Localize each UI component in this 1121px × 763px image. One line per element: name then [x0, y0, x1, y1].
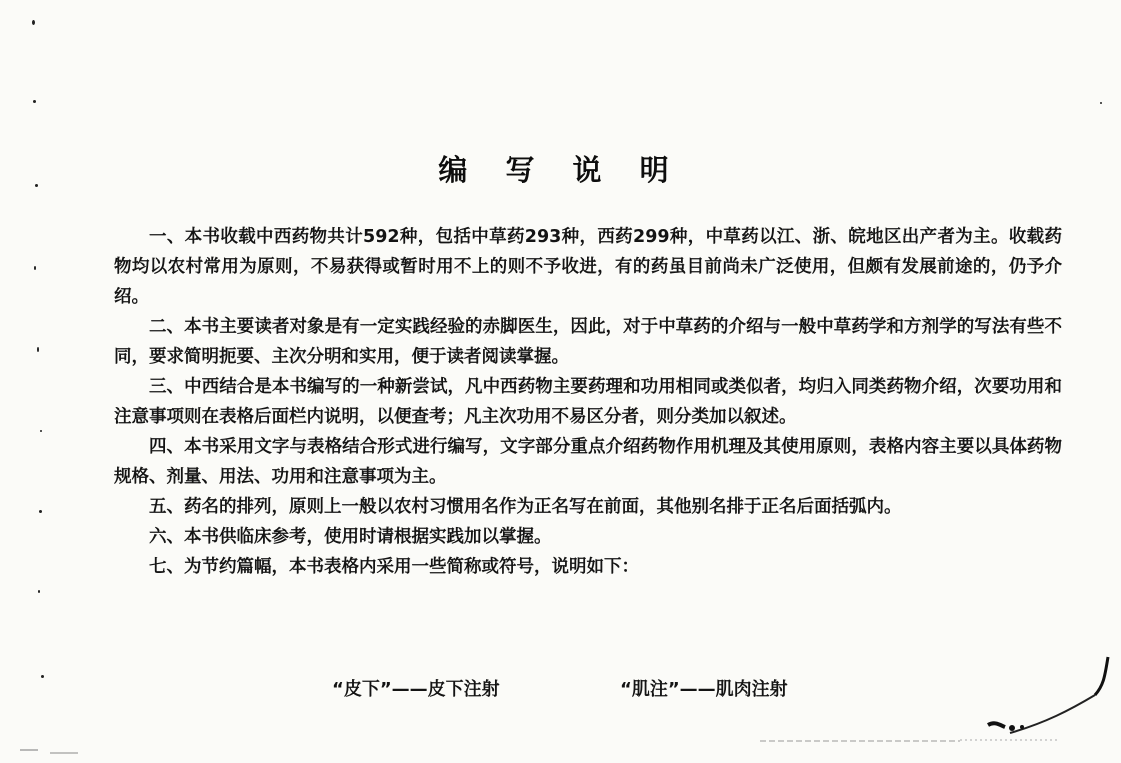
scan-speck	[33, 100, 36, 103]
paragraph-7: 七、为节约篇幅，本书表格内采用一些简称或符号，说明如下：	[149, 557, 639, 577]
paragraph-5: 五、药名的排列，原则上一般以农村习惯用名作为正名写在前面，其他别名排于正名后面括弧内。	[149, 497, 902, 517]
paragraph-1: 一、本书收载中西药物共计592种，包括中草药293种，西药299种，中草药以江、浙、皖地区出产者为主。收载药物均以农村常用为原则，不易获得或暂时用不上的则不予收进，有的药虽目前尚未广泛使用，但颇有发展前途的，仍予介绍。	[114, 227, 1062, 307]
scan-speck	[1100, 102, 1102, 104]
scan-speck	[38, 590, 40, 593]
abbreviation-subcutaneous: “皮下”——皮下注射	[332, 679, 500, 700]
paragraph-6: 六、本书供临床参考，使用时请根据实践加以掌握。	[149, 527, 552, 547]
paragraph-3: 三、中西结合是本书编写的一种新尝试，凡中西药物主要药理和功用相同或类似者，均归入同类药物介绍，次要功用和注意事项则在表格后面栏内说明，以便查考；凡主次功用不易区分者，则分类加以叙述。	[114, 377, 1062, 427]
paragraph-4: 四、本书采用文字与表格结合形式进行编写，文字部分重点介绍药物作用机理及其使用原则，表格内容主要以具体药物规格、剂量、用法、功用和注意事项为主。	[114, 437, 1062, 487]
paragraph-2: 二、本书主要读者对象是有一定实践经验的赤脚医生，因此，对于中草药的介绍与一般中草药学和方剂学的写法有些不同，要求简明扼要、主次分明和实用，便于读者阅读掌握。	[114, 317, 1062, 367]
scan-speck	[40, 430, 42, 432]
scan-speck	[39, 510, 42, 513]
scan-speck	[41, 675, 44, 678]
page-title: 编 写 说 明	[438, 153, 683, 187]
scan-speck	[37, 347, 39, 352]
scan-corner-mark	[760, 655, 1121, 763]
explanation-body	[114, 222, 1062, 582]
scan-edge-mark	[20, 740, 80, 760]
abbreviation-intramuscular: “肌注”——肌肉注射	[620, 679, 788, 700]
scan-speck	[32, 20, 35, 25]
scan-speck	[34, 266, 36, 270]
